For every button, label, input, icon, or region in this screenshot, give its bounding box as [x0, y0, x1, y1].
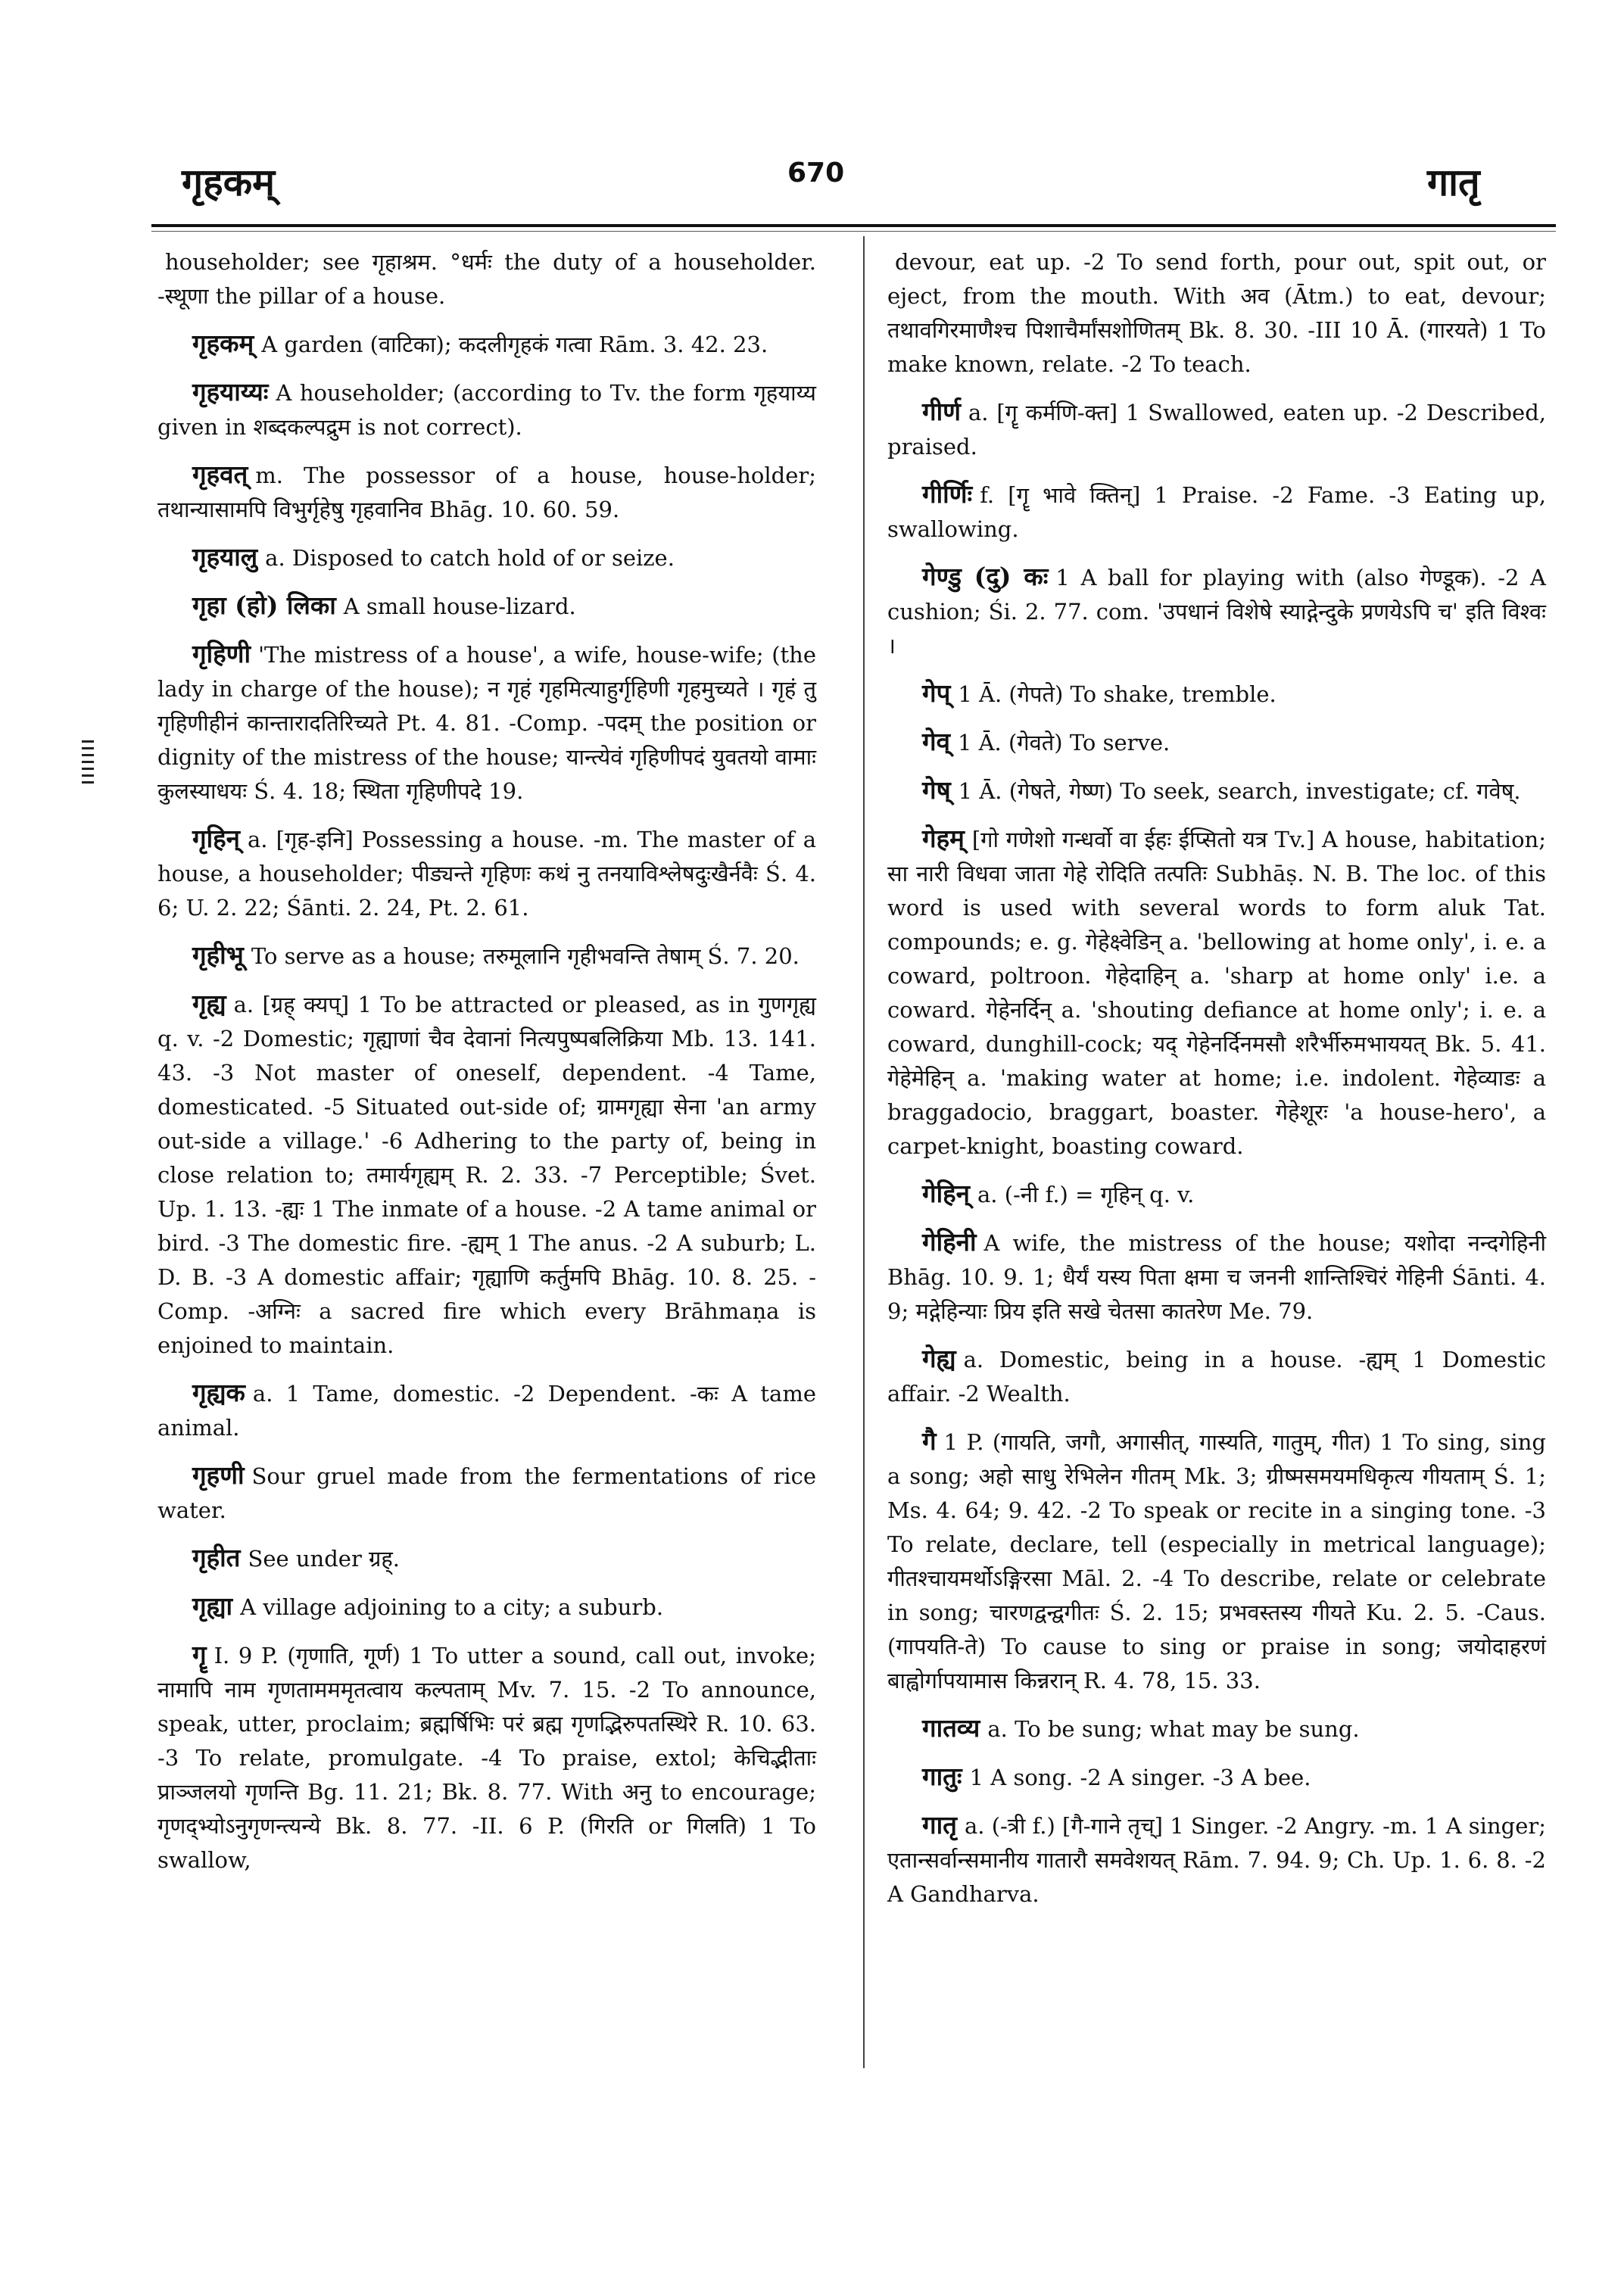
column-divider: [863, 236, 865, 2068]
entry-text: 1 Ā. (गेवते) To serve.: [957, 730, 1170, 756]
dictionary-entry: [157, 1637, 816, 1877]
dictionary-entry: [157, 244, 816, 313]
right-column: [887, 244, 1546, 1924]
entry-headword: गृह्या: [192, 1591, 233, 1621]
entry-text: a. [ग्रह् क्यप्] 1 To be attracted or pleased, as in गुणगृह्य q. v. -2 Domestic; गृह्याणां चैव देवानां नित्यपुष्पबलिक्रिया Mb. 13. 141. 43. -3 Not master of oneself, dependent. -4 Tame, domesticated. -5 Situated out-side of; ग्रामगृह्या सेना 'an army out-side a village.' -6 Adhering to the party of, being in close relation to; तमार्यगृह्यम् R. 2. 33. -7 Perceptible; Śvet. Up. 1. 13. -ह्यः 1 The inmate of a house. -2 A tame animal or bird. -3 The domestic fire. -ह्यम् 1 The anus. -2 A suburb; L. D. B. -3 A domestic affair; गृह्याणि कर्तुमपि Bhāg. 10. 8. 25. -Comp. -अग्निः a sacred fire which every Brāhmaṇa is enjoined to maintain.: [157, 992, 816, 1358]
entry-headword: गेहम्: [922, 824, 965, 853]
running-head-right: गातृ: [1427, 160, 1480, 204]
dictionary-entry: [157, 938, 816, 974]
entry-text: a. (-नी f.) = गृहिन् q. v.: [977, 1182, 1195, 1207]
entry-text: A village adjoining to a city; a suburb.: [240, 1594, 664, 1620]
dictionary-entry: [157, 1589, 816, 1625]
entry-text: 'The mistress of a house', a wife, house-wife; (the lady in charge of the house); न गृहं गृहमित्याहुर्गृहिणी गृहमुच्यते । गृहं तु गृहिणीहीनं कान्तारादतिरिच्यते Pt. 4. 81. -Comp. -पदम् the position or dignity of the mistress of the house; यान्त्येवं गृहिणीपदं युवतयो वामाः कुलस्याधयः Ś. 4. 18; स्थिता गृहिणीपदे 19.: [157, 642, 816, 804]
page-number: 670: [787, 157, 845, 188]
entry-text: A householder; (according to Tv. the form गृहयाय्य given in शब्दकल्पद्रुम is not correct).: [157, 380, 816, 440]
entry-text: a. [गृह-इनि] Possessing a house. -m. The master of a house, a householder; पीड्यन्ते गृहिणः कथं नु तनयाविश्लेषदुःखैर्नवैः Ś. 4. 6; U. 2. 22; Śānti. 2. 24, Pt. 2. 61.: [157, 827, 816, 921]
dictionary-entry: [887, 821, 1546, 1164]
dictionary-entry: [887, 1711, 1546, 1746]
dictionary-entry: [157, 986, 816, 1363]
dictionary-entry: [157, 540, 816, 575]
entry-headword: गातुः: [922, 1762, 962, 1791]
entry-text: a. 1 Tame, domestic. -2 Dependent. -कः A tame animal.: [157, 1381, 816, 1441]
entry-headword: गीर्णिः: [922, 479, 973, 509]
dictionary-entry: [887, 1808, 1546, 1911]
entry-headword: गातव्य: [922, 1713, 980, 1743]
entry-text: householder; see गृहाश्रम. °धर्मः the duty of a householder. -स्थूणा the pillar of a house.: [157, 249, 816, 309]
entry-headword: गेप्: [922, 678, 951, 708]
dictionary-entry: [887, 559, 1546, 663]
dictionary-entry: [887, 477, 1546, 547]
entry-text: a. [गॄ कर्मणि-क्त] 1 Swallowed, eaten up. -2 Described, praised.: [887, 400, 1546, 460]
dictionary-entry: [157, 457, 816, 527]
entry-text: I. 9 P. (गृणाति, गूर्ण) 1 To utter a sound, call out, invoke; नामापि नाम गृणतामममृतत्वाय कल्पताम् Mv. 7. 15. -2 To announce, speak, utter, proclaim; ब्रह्मर्षिभिः परं ब्रह्म गृणद्भिरुपतस्थिरे R. 10. 63. -3 To relate, promulgate. -4 To praise, extol; केचिद्भीताः प्राञ्जलयो गृणन्ति Bg. 11. 21; Bk. 8. 77. With अनु to encourage; गृणद्भ्योऽनुगृणन्त्यन्ये Bk. 8. 77. -II. 6 P. (गिरति or गिलति) 1 To swallow,: [157, 1643, 816, 1873]
dictionary-entry: [887, 1424, 1546, 1698]
dictionary-entry: [887, 773, 1546, 808]
entry-text: Sour gruel made from the fermentations of rice water.: [157, 1463, 816, 1523]
entry-headword: गृह्यक: [192, 1378, 245, 1407]
entry-headword: गृहणी: [192, 1460, 245, 1490]
dictionary-entry: [887, 394, 1546, 464]
entry-text: a. Domestic, being in a house. -ह्यम् 1 Domestic affair. -2 Wealth.: [887, 1347, 1546, 1407]
entry-headword: गृहवत्: [192, 460, 248, 489]
dictionary-entry: [157, 1458, 816, 1528]
entry-text: 1 A ball for playing with (also गेण्डूक). -2 A cushion; Śi. 2. 77. com. 'उपधानं विशेषे स्याद्गेन्दुके प्रणयेऽपि च' इति विश्वः ।: [887, 565, 1546, 659]
dictionary-entry: [887, 724, 1546, 760]
dictionary-entry: [157, 821, 816, 925]
entry-text: 1 Ā. (गेषते, गेष्ण) To seek, search, investigate; cf. गवेष्.: [958, 778, 1521, 804]
dictionary-entry: [887, 1176, 1546, 1212]
entry-text: devour, eat up. -2 To send forth, pour out, spit out, or eject, from the mouth. With अव (Ātm.) to eat, devour; तथावगिरमाणैश्च पिशाचैर्मांसशोणितम् Bk. 8. 30. -III 10 Ā. (गारयते) 1 To make known, relate. -2 To teach.: [887, 249, 1546, 377]
dictionary-entry: [157, 375, 816, 444]
binding-mark-icon: [82, 740, 94, 789]
entry-text: See under ग्रह्.: [248, 1546, 401, 1572]
dictionary-entry: [887, 1759, 1546, 1795]
entry-headword: गृहयाय्यः: [192, 377, 269, 407]
entry-text: A small house-lizard.: [343, 594, 576, 619]
dictionary-entry: [887, 1225, 1546, 1329]
entry-text: A garden (वाटिका); कदलीगृहकं गत्वा Rām. 3. 42. 23.: [261, 332, 768, 357]
entry-text: 1 P. (गायति, जगौ, अगासीत्, गास्यति, गातुम्, गीत) 1 To sing, sing a song; अहो साधु रेभिलेन गीतम् Mk. 3; ग्रीष्मसमयमधिकृत्य गीयताम् Ś. 1; Ms. 4. 64; 9. 42. -2 To speak or recite in a singing tone. -3 To relate, declare, tell (especially in metrical language); गीतश्चायमर्थोऽङ्गिरसा Māl. 2. -4 To describe, relate or celebrate in song; चारणद्वन्द्वगीतः Ś. 2. 15; प्रभवस्तस्य गीयते Ku. 2. 5. -Caus. (गापयति-ते) To cause to sing or praise in song; जयोदाहरणं बाह्वोर्गापयामास किन्नरान् R. 4. 78, 15. 33.: [887, 1429, 1546, 1693]
dictionary-entry: [157, 1375, 816, 1445]
header-rule-thin: [151, 231, 1556, 232]
entry-headword: गृहकम्: [192, 329, 254, 358]
entry-text: f. [गॄ भावे क्तिन्] 1 Praise. -2 Fame. -3 Eating up, swallowing.: [887, 482, 1546, 542]
entry-headword: गेहिन्: [922, 1179, 970, 1208]
entry-headword: गातृ: [922, 1810, 957, 1840]
dictionary-entry: [887, 1341, 1546, 1411]
entry-headword: गृहा (हो) लिका: [192, 590, 336, 620]
entry-text: 1 A song. -2 A singer. -3 A bee.: [969, 1765, 1311, 1790]
entry-text: 1 Ā. (गेपते) To shake, tremble.: [958, 681, 1276, 707]
entry-headword: गृहिन्: [192, 824, 240, 853]
dictionary-entry: [157, 326, 816, 362]
dictionary-entry: [887, 244, 1546, 382]
entry-headword: गेण्डु (दु) कः: [922, 562, 1049, 591]
entry-text: m. The possessor of a house, house-holder; तथान्यासामपि विभुर्गृहेषु गृहवानिव Bhāg. 10. 60. 59.: [157, 463, 816, 522]
left-column: [157, 244, 816, 1890]
entry-headword: गृहयालु: [192, 542, 258, 572]
entry-headword: गृहीभू: [192, 940, 244, 970]
entry-headword: गीर्ण: [922, 397, 961, 426]
dictionary-entry: [887, 676, 1546, 712]
dictionary-entry: [157, 588, 816, 624]
entry-headword: गृह्य: [192, 989, 226, 1018]
dictionary-entry: [157, 1541, 816, 1576]
entry-text: A wife, the mistress of the house; यशोदा नन्दगेहिनी Bhāg. 10. 9. 1; धैर्यं यस्य पिता क्षमा च जननी शान्तिश्चिरं गेहिनी Śānti. 4. 9; मद्गेहिन्याः प्रिय इति सखे चेतसा कातरेण Me. 79.: [887, 1230, 1546, 1324]
entry-text: To serve as a house; तरुमूलानि गृहीभवन्ति तेषाम् Ś. 7. 20.: [251, 943, 800, 969]
entry-headword: गॄ: [192, 1640, 207, 1669]
header-rule: [151, 224, 1556, 227]
entry-headword: गृहीत: [192, 1543, 241, 1572]
entry-headword: गेष्: [922, 775, 951, 805]
entry-headword: गेहिनी: [922, 1227, 977, 1257]
entry-headword: गेह्य: [922, 1344, 956, 1373]
entry-text: a. To be sung; what may be sung.: [987, 1716, 1360, 1742]
entry-text: [गो गणेशो गन्धर्वो वा ईहः ईप्सितो यत्र Tv.] A house, habitation; सा नारी विधवा जाता गेहे रोदिति तत्पतिः Subhāṣ. N. B. The loc. of this word is used with several words to form aluk Tat. compounds; e. g. गेहेक्ष्वेडिन् a. 'bellowing at home only', i. e. a coward, poltroon. गेहेदाहिन् a. 'sharp at home only' i.e. a coward. गेहेनर्दिन् a. 'shouting defiance at home only'; i. e. a coward, dunghill-cock; यद् गेहेनर्दिनमसौ शरैर्भीरुमभाययत् Bk. 5. 41. गेहेमेहिन् a. 'making water at home; i.e. indolent. गेहेव्याडः a braggadocio, braggart, boaster. गेहेशूरः 'a house-hero', a carpet-knight, boasting coward.: [887, 827, 1546, 1159]
entry-text: a. (-त्री f.) [गै-गाने तृच्] 1 Singer. -2 Angry. -m. 1 A singer; एतान्सर्वान्समानीय गातारौ समवेशयत् Rām. 7. 94. 9; Ch. Up. 1. 6. 8. -2 A Gandharva.: [887, 1813, 1546, 1907]
running-head-left: गृहकम्: [182, 160, 275, 204]
entry-headword: गै: [922, 1426, 937, 1456]
entry-headword: गेव्: [922, 727, 950, 756]
entry-text: a. Disposed to catch hold of or seize.: [265, 545, 675, 571]
entry-headword: गृहिणी: [192, 639, 251, 668]
dictionary-entry: [157, 637, 816, 808]
